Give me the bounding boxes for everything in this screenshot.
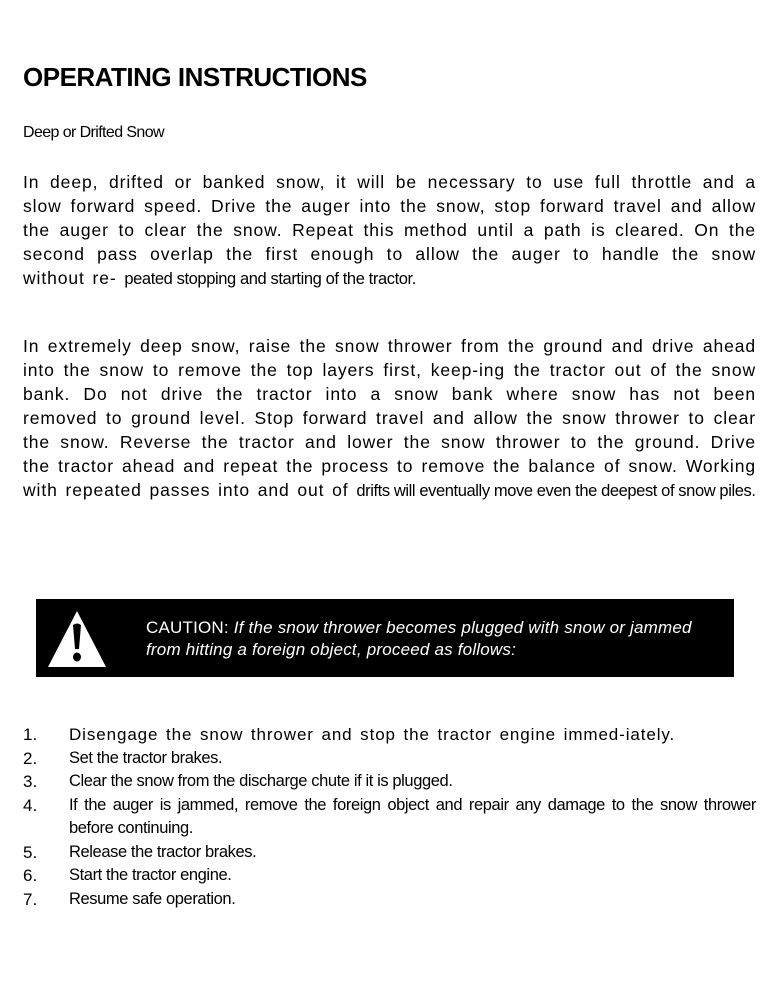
list-item	[23, 770, 756, 794]
caution-message	[146, 617, 726, 661]
page-title: OPERATING INSTRUCTIONS	[23, 62, 367, 92]
step-number: 2.	[23, 748, 38, 768]
list-item	[23, 841, 756, 865]
step-text: Set the tractor brakes.	[69, 748, 223, 767]
paragraph-deep-snow	[23, 170, 756, 291]
step-text: Start the tractor engine.	[69, 866, 232, 884]
warning-triangle-icon	[46, 609, 108, 669]
paragraph-last-line: peated stopping and starting of the tractor.	[124, 270, 416, 288]
paragraph-last-line: drifts will eventually move even the deepest of snow piles.	[356, 482, 756, 500]
paragraph-body: In deep, drifted or banked snow, it will be necessary to use full throttle and a slow forward speed. Drive the auger into the snow, stop forward travel and allow the auger to clear the snow. Repeat this method until a path is cleared. On the second pass overlap the first enough to allow the auger to handle the snow without re-	[23, 172, 756, 288]
section-heading: Deep or Drifted Snow	[23, 124, 164, 141]
list-item	[23, 747, 756, 771]
step-number: 6.	[23, 866, 38, 885]
step-text: Clear the snow from the discharge chute if it is plugged.	[69, 772, 453, 790]
list-item	[23, 723, 756, 747]
paragraph-body: In extremely deep snow, raise the snow thrower from the ground and drive ahead into the snow to remove the top layers first, keep-ing the tractor out of the snow bank. Do not drive the tractor into a snow bank where snow has not been removed to ground level. Stop forward travel and allow the snow thrower to clear the snow. Reverse the tractor and lower the snow thrower to the ground. Drive the tractor ahead and repeat the process to remove the balance of snow. Working with repeated passes into and out of	[23, 336, 756, 500]
step-number: 5.	[23, 842, 38, 862]
list-item	[23, 888, 756, 912]
paragraph-extremely-deep-snow	[23, 334, 756, 503]
procedure-steps	[23, 723, 756, 911]
list-item	[23, 794, 756, 841]
caution-box	[36, 599, 734, 677]
step-text: If the auger is jammed, remove the foreign object and repair any damage to the snow thrower before continuing.	[69, 795, 756, 837]
step-number: 4.	[23, 795, 38, 815]
list-item	[23, 864, 756, 888]
step-text: Disengage the snow thrower and stop the tractor engine immed-iately.	[69, 725, 676, 744]
step-number: 1.	[23, 725, 38, 744]
step-text: Release the tractor brakes.	[69, 842, 257, 861]
step-text: Resume safe operation.	[69, 889, 236, 908]
step-number: 3.	[23, 772, 38, 791]
caution-text: If the snow thrower becomes plugged with snow or jammed from hitting a foreign object, proceed as follows:	[146, 618, 692, 659]
caution-label: CAUTION:	[146, 618, 229, 637]
step-number: 7.	[23, 889, 38, 909]
